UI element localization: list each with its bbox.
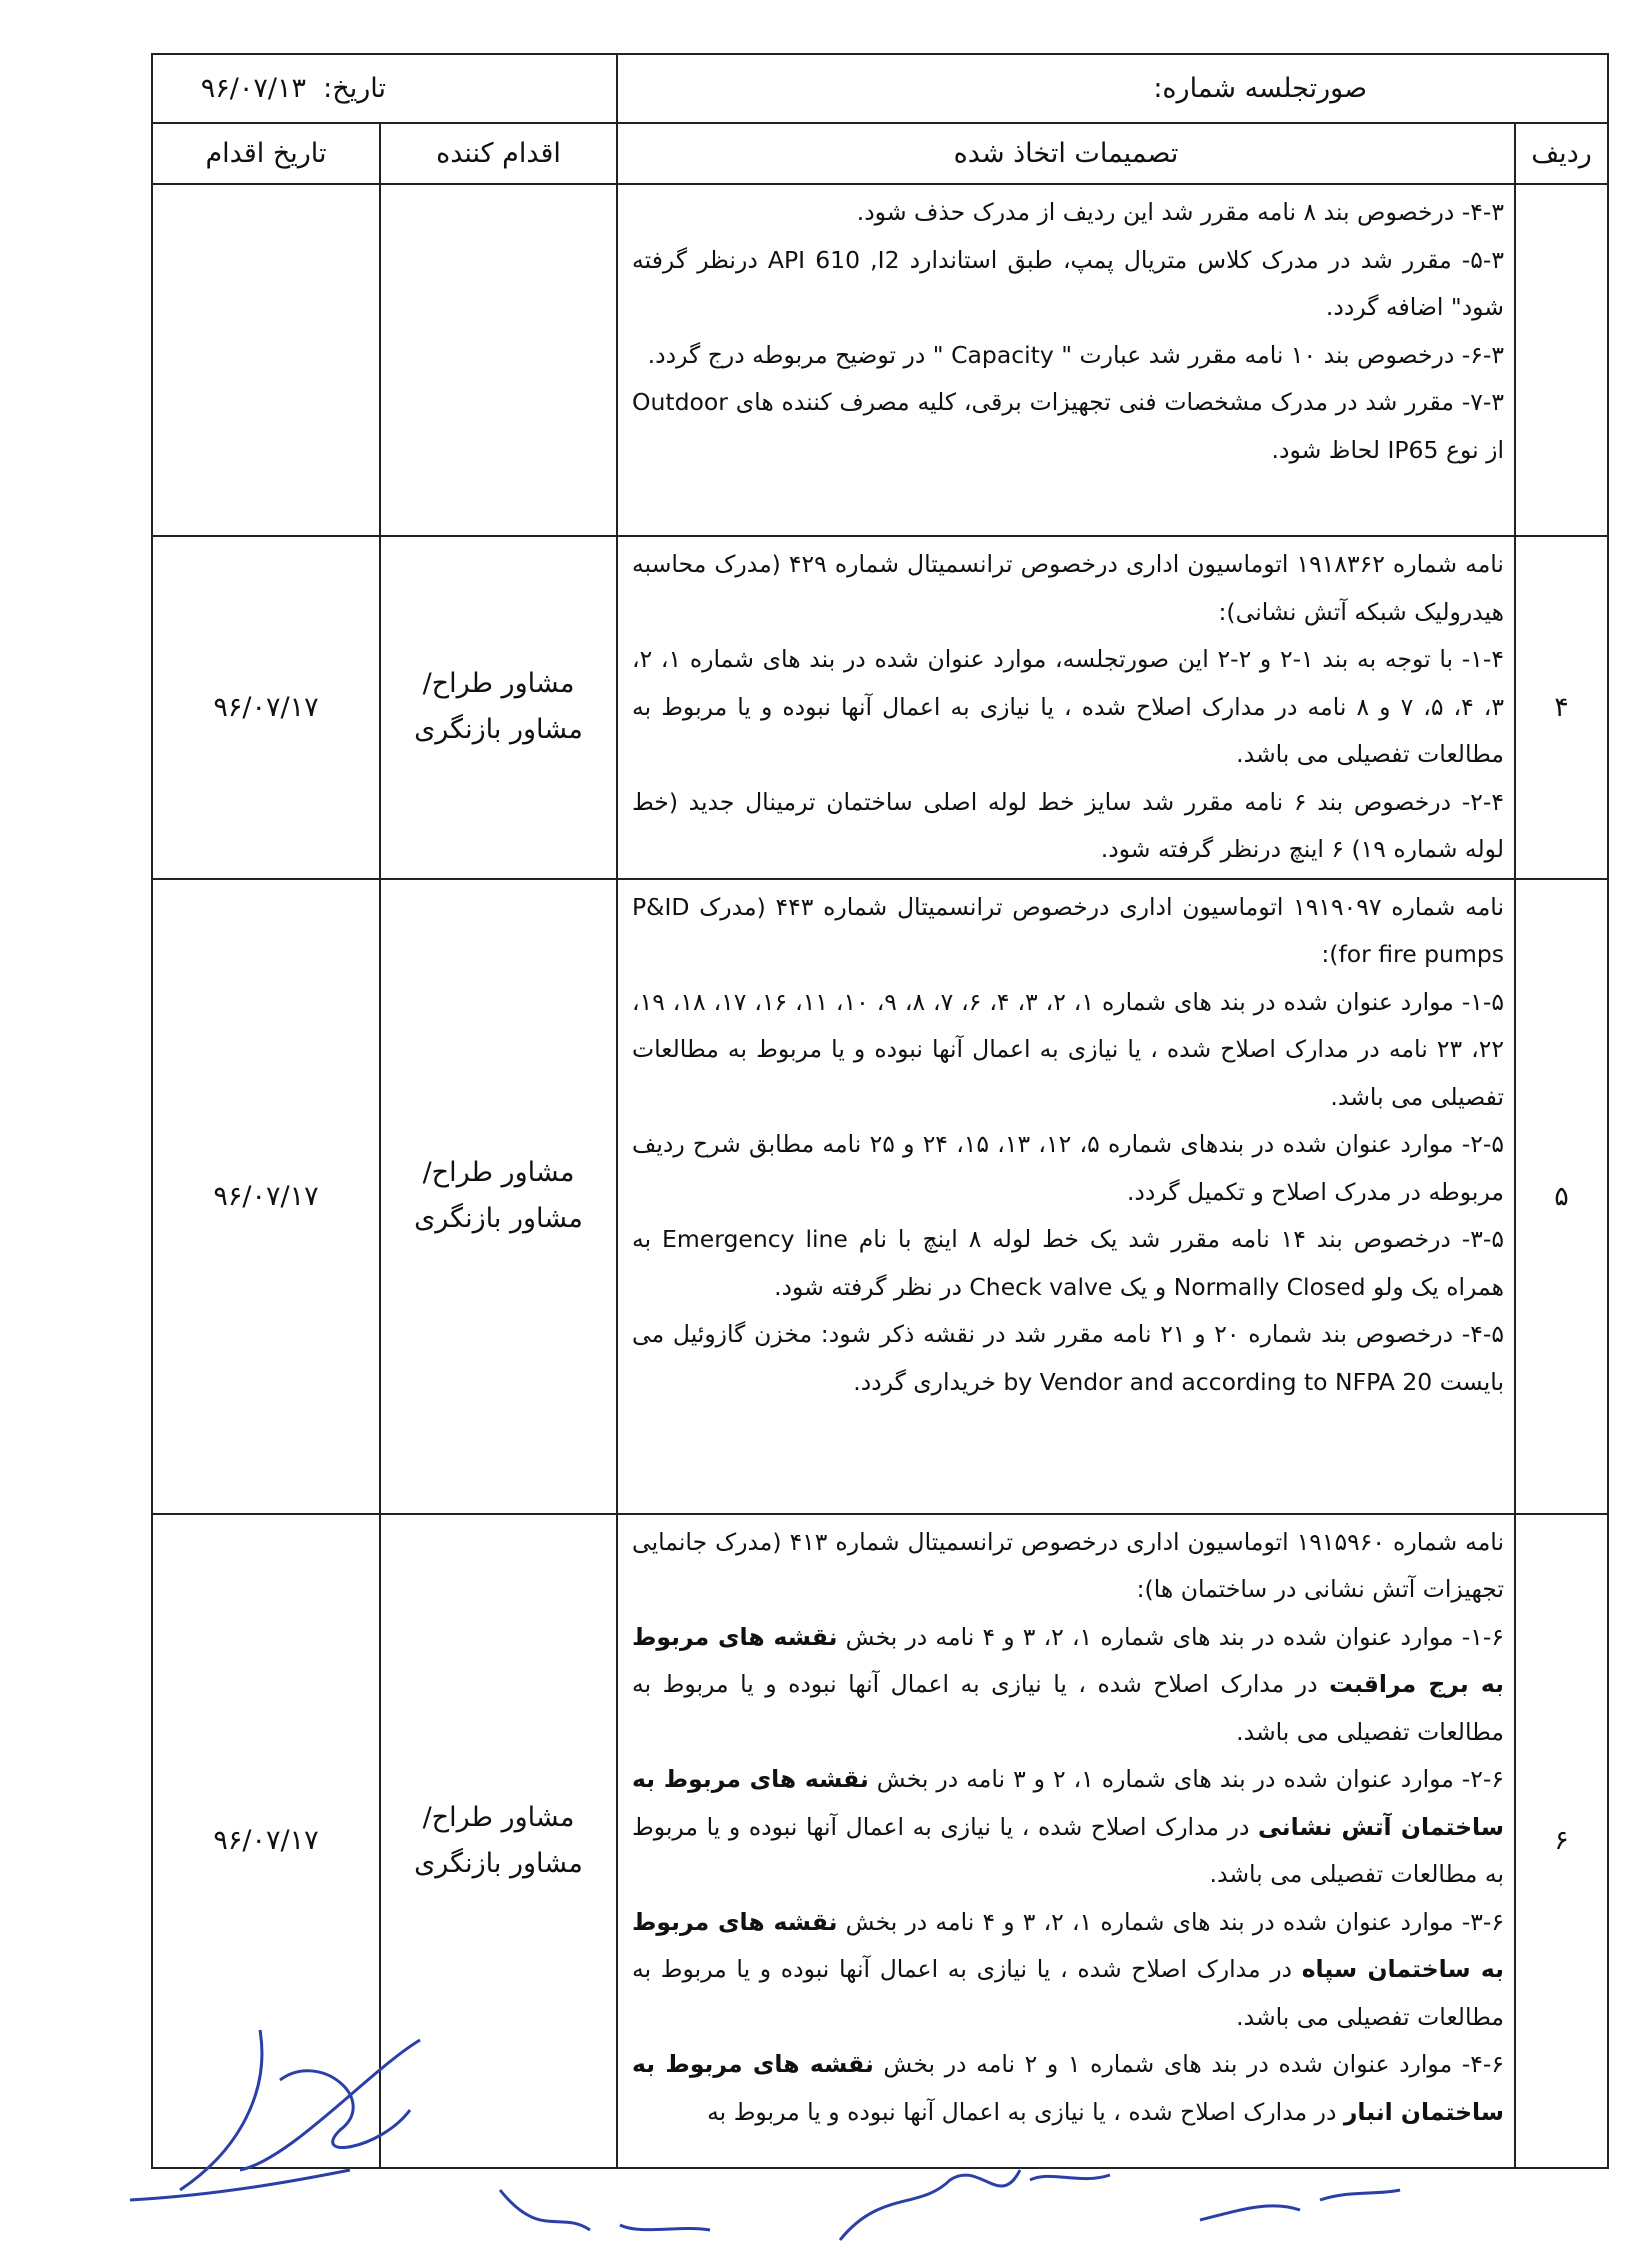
table-row [152, 879, 1608, 1514]
decision-item [632, 541, 1504, 636]
actor-cell [380, 879, 617, 1514]
text-segment: نامه شماره ۱۹۱۵۹۶۰ اتوماسیون اداری درخصوص ترانسمیتال شماره ۴۱۳ (مدرک جانمایی تجهیزات آتش نشانی در ساختمان ها): [632, 1527, 1505, 1603]
actor-cell [380, 536, 617, 879]
decision-item [632, 1519, 1504, 1614]
signature-2 [500, 2190, 710, 2230]
header-row [152, 54, 1608, 123]
row-number [1515, 184, 1608, 536]
actor-cell [380, 184, 617, 536]
signature-3 [840, 2170, 1110, 2240]
col-decisions: تصمیمات اتخاذ شده [617, 123, 1515, 184]
decision-item [632, 379, 1504, 474]
row-number: ۵ [1515, 879, 1608, 1514]
text-segment: ۳-۶- موارد عنوان شده در بند های شماره ۱، ۲، ۳ و ۴ نامه در بخش [837, 1907, 1504, 1936]
text-segment: ۱-۵- موارد عنوان شده در بند های شماره ۱، ۲، ۳، ۴، ۶، ۷، ۸، ۹، ۱۰، ۱۱، ۱۶، ۱۷، ۱۸، ۱۹، ۲۲، ۲۳ نامه در مدارک اصلاح شده ، یا نیازی به اعمال آنها نبوده و یا مربوط به مطالعات تفصیلی می باشد. [632, 987, 1504, 1111]
decisions-cell [617, 879, 1515, 1514]
text-segment: ۴-۶- موارد عنوان شده در بند های شماره ۱ و ۲ نامه در بخش [873, 2050, 1504, 2078]
bold-segment: نقشه های مربوط به ساختمان آتش نشانی [632, 1765, 1504, 1841]
signature-4 [1200, 2190, 1400, 2220]
actor-line: مشاور طراح/ [422, 1801, 575, 1833]
col-radif: ردیف [1515, 123, 1608, 184]
table-row [152, 1514, 1608, 2168]
text-segment: در مدارک اصلاح شده ، یا نیازی به اعمال آنها نبوده و یا مربوط به مطالعات تفصیلی می باشد. [632, 1670, 1504, 1746]
text-segment: ۲-۵- موارد عنوان شده در بندهای شماره ۵، ۱۲، ۱۳، ۱۵، ۲۴ و ۲۵ نامه مطابق شرح ردیف مربوطه در مدرک اصلاح و تکمیل گردد. [632, 1130, 1504, 1206]
actor-line: مشاور بازنگری [414, 1203, 583, 1234]
text-segment: ۴-۳- درخصوص بند ۸ نامه مقرر شد این ردیف از مدرک حذف شود. [856, 198, 1504, 226]
row-number: ۶ [1515, 1514, 1608, 2168]
text-segment: در مدارک اصلاح شده ، یا نیازی به اعمال آنها نبوده و یا مربوط به [707, 2097, 1344, 2126]
date-cell [152, 54, 617, 123]
text-segment: ۷-۳- مقرر شد در مدرک مشخصات فنی تجهیزات برقی، کلیه مصرف کننده های Outdoor از نوع IP65 لحاظ شود. [632, 388, 1504, 464]
action-date [152, 184, 380, 536]
text-segment: نامه شماره ۱۹۱۸۳۶۲ اتوماسیون اداری درخصوص ترانسمیتال شماره ۴۲۹ (مدرک محاسبه هیدرولیک شبکه آتش نشانی): [632, 550, 1504, 626]
column-headers [152, 123, 1608, 184]
actor-line: مشاور طراح/ [422, 1157, 575, 1188]
minutes-number [617, 54, 1608, 123]
text-segment: ۱-۴- با توجه به بند ۱-۲ و ۲-۲ این صورتجلسه، موارد عنوان شده در بند های شماره ۱، ۲، ۳، ۴، ۵، ۷ و ۸ نامه در مدارک اصلاح شده ، یا نیازی به اعمال آنها نبوده و یا مربوط به مطالعات تفصیلی می باشد. [632, 645, 1504, 768]
text-segment: ۶-۳- درخصوص بند ۱۰ نامه مقرر شد عبارت " Capacity " در توضیح مربوطه درج گردد. [647, 340, 1504, 369]
text-segment: نامه شماره ۱۹۱۹۰۹۷ اتوماسیون اداری درخصوص ترانسمیتال شماره ۴۴۳ (مدرک P&ID for fire pumps): [632, 892, 1504, 968]
text-segment: ۱-۶- موارد عنوان شده در بند های شماره ۱، ۲، ۳ و ۴ نامه در بخش [837, 1622, 1504, 1651]
text-segment: ۳-۵- درخصوص بند ۱۴ نامه مقرر شد یک خط لوله ۸ اینچ با نام Emergency line به همراه یک ولو Normally Closed و یک Check valve در نظر گرفته شود. [632, 1225, 1504, 1301]
text-segment: ۵-۳- مقرر شد در مدرک کلاس متریال پمپ، طبق استاندارد API 610 ,I2 درنظر گرفته شود" اضافه گردد. [632, 245, 1504, 321]
bold-segment: نقشه های مربوط به ساختمان سپاه [632, 1907, 1505, 1983]
actor-line: مشاور طراح/ [422, 668, 575, 700]
decisions-cell [617, 536, 1515, 879]
decision-item [632, 636, 1504, 779]
text-segment: در مدارک اصلاح شده ، یا نیازی به اعمال آنها نبوده و یا مربوط به مطالعات تفصیلی می باشد. [632, 1812, 1504, 1888]
table-row [152, 536, 1608, 879]
text-segment: ۲-۶- موارد عنوان شده در بند های شماره ۱، ۲ و ۳ نامه در بخش [868, 1765, 1505, 1793]
date-label: تاریخ: [323, 73, 386, 104]
decision-item [632, 332, 1504, 380]
text-segment: در مدارک اصلاح شده ، یا نیازی به اعمال آنها نبوده و یا مربوط به مطالعات تفصیلی می باشد. [632, 1955, 1504, 2031]
row-number: ۴ [1515, 536, 1608, 879]
decision-item [632, 189, 1504, 237]
action-date: ۹۶/۰۷/۱۷ [152, 536, 380, 879]
text-segment: ۲-۴- درخصوص بند ۶ نامه مقرر شد سایز خط لوله اصلی ساختمان ترمینال جدید (خط لوله شماره ۱۹) ۶ اینچ درنظر گرفته شود. [632, 787, 1504, 863]
decision-item [632, 979, 1504, 1122]
action-date: ۹۶/۰۷/۱۷ [152, 879, 380, 1514]
text-segment: ۴-۵- درخصوص بند شماره ۲۰ و ۲۱ نامه مقرر شد در نقشه ذکر شود: مخزن گازوئیل می بایست by Vendor and according to NFPA 20 خریداری گردد. [632, 1320, 1504, 1396]
decision-item [632, 1216, 1504, 1311]
action-date: ۹۶/۰۷/۱۷ [152, 1514, 380, 2168]
decision-item [632, 1899, 1504, 2042]
minutes-title: صورتجلسه شماره: [1153, 73, 1367, 104]
bold-segment: نقشه های مربوط به ساختمان انبار [632, 2050, 1504, 2126]
minutes-table [151, 53, 1609, 2169]
actor-line: مشاور بازنگری [414, 1847, 583, 1879]
decision-item [632, 237, 1504, 332]
decision-item [632, 779, 1504, 874]
decision-item [632, 1311, 1504, 1406]
col-actor: اقدام کننده [380, 123, 617, 184]
date-value: ۹۶/۰۷/۱۳ [200, 73, 306, 104]
actor-line: مشاور بازنگری [414, 714, 583, 746]
decisions-cell [617, 1514, 1515, 2168]
actor-cell [380, 1514, 617, 2168]
decision-item [632, 884, 1504, 979]
col-action-date: تاریخ اقدام [152, 123, 380, 184]
decision-item [632, 1756, 1504, 1899]
bold-segment: نقشه های مربوط به برج مراقبت [632, 1622, 1504, 1698]
decision-item [632, 2041, 1504, 2136]
decision-item [632, 1121, 1504, 1216]
decision-item [632, 1614, 1504, 1757]
decisions-cell [617, 184, 1515, 536]
table-row [152, 184, 1608, 536]
